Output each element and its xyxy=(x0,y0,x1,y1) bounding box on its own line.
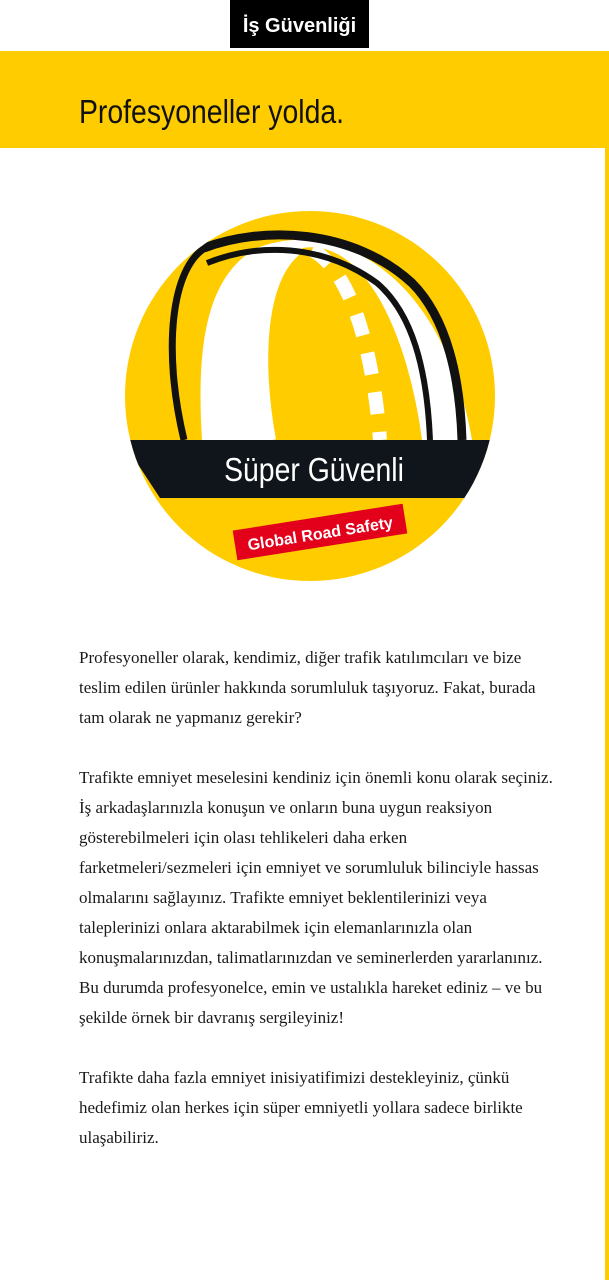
tag-text: Global Road Safety xyxy=(246,514,395,555)
body-text xyxy=(79,643,559,1153)
paragraph-1: Profesyoneller olarak, kendimiz, diğer trafik katılımcıları ve bize teslim edilen ürünler hakkında sorumluluk taşıyoruz. Fakat, burada tam olarak ne yapmanız gerekir? xyxy=(79,648,536,727)
right-edge-rule xyxy=(605,148,609,1280)
paragraph-3: Trafikte daha fazla emniyet inisiyatifimizi destekleyiniz, çünkü hedefimiz olan herkes için süper emniyetli yollara sadece birlikte ulaşabiliriz. xyxy=(79,1068,523,1147)
paragraph-2: Trafikte emniyet meselesini kendiniz için önemli konu olarak seçiniz. İş arkadaşlarınızla konuşun ve onların buna uygun reaksiyon gösterebilmeleri için olası tehlikeleri daha erken farketmeleri/sezmeleri için emniyet ve sorumluluk bilinciyle hassas olmalarını sağlayınız. Trafikte emniyet beklentilerinizi veya taleplerinizi onlara aktarabilmek için elemanlarınızla olan konuşmalarınızdan, talimatlarınızdan ve seminerlerden yararlanınız. Bu durumda profesyonelce, emin ve ustalıkla hareket ediniz – ve bu şekilde örnek bir davranış sergileyiniz! xyxy=(79,768,553,1027)
logo-banner-text: Süper Güvenli xyxy=(224,450,404,489)
category-tab: İş Güvenliği xyxy=(230,0,369,48)
header-band xyxy=(0,48,609,148)
page-title: Profesyoneller yolda. xyxy=(79,93,345,130)
super-guvenli-logo xyxy=(122,208,498,584)
